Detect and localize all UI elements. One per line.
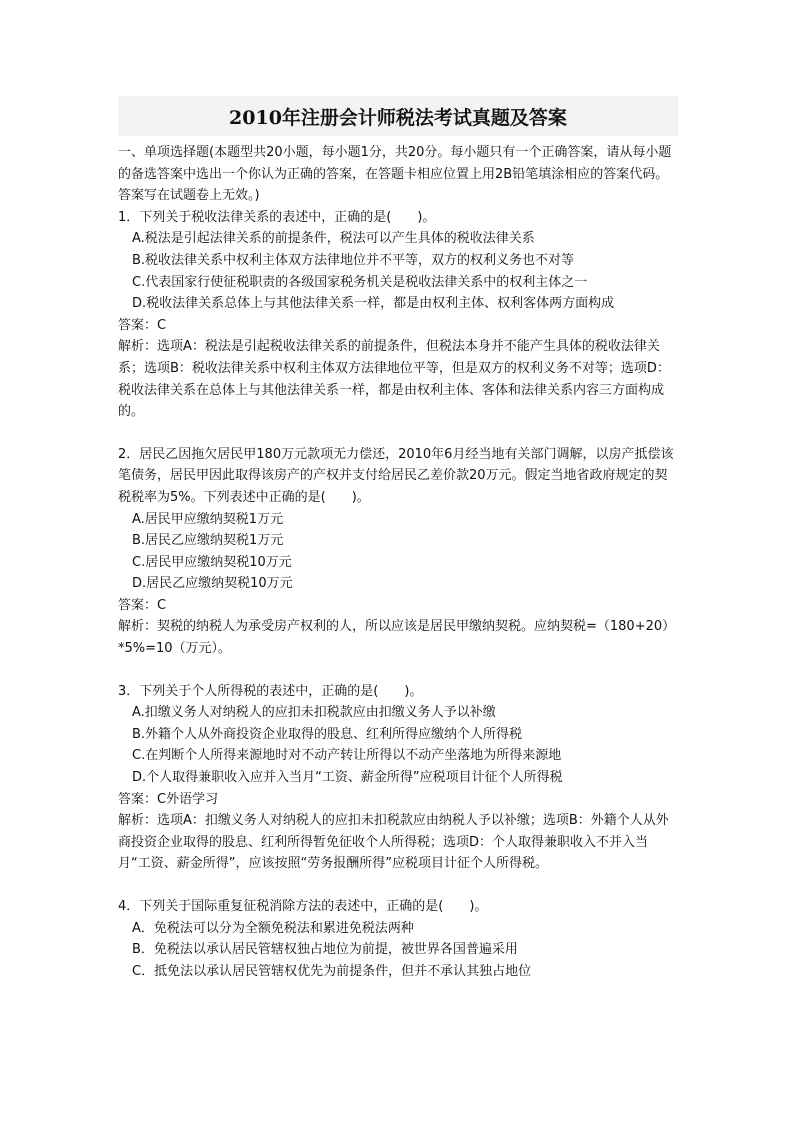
analysis-text: 解析：选项A：扣缴义务人对纳税人的应扣未扣税款应由纳税人予以补缴；选项B：外籍个人从外商投资企业取得的股息、红利所得暂免征收个人所得税；选项D：个人取得兼职收入不并入当月“工资、薪金所得”，应该按照“劳务报酬所得”应税项目计征个人所得税。 [118,813,669,872]
option-c: C．抵免法以承认居民管辖权优先为前提条件，但并不承认其独占地位 [132,963,532,979]
option-d: D.居民乙应缴纳契税10万元 [132,576,293,592]
spacer [118,875,678,896]
option-c: C.代表国家行使征税职责的各级国家税务机关是税收法律关系中的权利主体之一 [132,274,588,290]
question-stem: 1．下列关于税收法律关系的表述中，正确的是( )。 [118,209,436,225]
answer-line: 答案：C [118,317,167,333]
option-c: C.在判断个人所得来源地时对不动产转让所得以不动产坐落地为所得来源地 [132,748,562,764]
spacer [118,423,678,444]
option-b: B.外籍个人从外商投资企业取得的股息、红利所得应缴纳个人所得税 [132,726,523,742]
option-a: A．免税法可以分为全额免税法和累进免税法两种 [132,920,414,936]
option-b: B．免税法以承认居民管辖权独占地位为前提，被世界各国普遍采用 [132,942,518,958]
option-c: C.居民甲应缴纳契税10万元 [132,554,292,570]
analysis-text: 解析：选项A：税法是引起税收法律关系的前提条件，但税法本身并不能产生具体的税收法律关系；选项B：税收法律关系中权利主体双方法律地位平等，但是双方的权利义务不对等；选项D：税收法律关系在总体上与其他法律关系一样，都是由权利主体、客体和法律关系内容三方面构成的。 [118,339,670,420]
document-title: 2010年注册会计师税法考试真题及答案 [229,106,567,129]
option-a: A.居民甲应缴纳契税1万元 [132,511,284,527]
answer-line: 答案：C [118,597,167,613]
analysis-text: 解析：契税的纳税人为承受房产权利的人，所以应该是居民甲缴纳契税。应纳契税=（180+20）*5%=10（万元）。 [118,619,676,657]
question-3 [118,681,678,875]
question-4 [118,896,678,982]
option-a: A.扣缴义务人对纳税人的应扣未扣税款应由扣缴义务人予以补缴 [132,705,496,721]
option-b: B.税收法律关系中权利主体双方法律地位并不平等，双方的权利义务也不对等 [132,252,575,268]
answer-line: 答案：C外语学习 [118,791,219,807]
option-d: D.税收法律关系总体上与其他法律关系一样，都是由权利主体、权利客体两方面构成 [132,296,615,312]
option-d: D.个人取得兼职收入应并入当月“工资、薪金所得”应税项目计征个人所得税 [132,770,563,786]
question-stem: 4．下列关于国际重复征税消除方法的表述中，正确的是( )。 [118,899,488,914]
option-b: B.居民乙应缴纳契税1万元 [132,533,284,549]
question-2 [118,444,678,660]
question-stem: 3．下列关于个人所得税的表述中，正确的是( )。 [118,683,423,699]
spacer [118,660,678,681]
document-page [118,96,678,982]
question-1 [118,207,678,423]
option-a: A.税法是引起法律关系的前提条件，税法可以产生具体的税收法律关系 [132,231,535,247]
title-banner [118,96,678,136]
section-intro: 一、单项选择题(本题型共20小题，每小题1分，共20分。每小题只有一个正确答案，请从每小题的备选答案中选出一个你认为正确的答案，在答题卡相应位置上用2B铅笔填涂相应的答案代码。答案写在试题卷上无效。) [118,145,672,204]
question-stem: 2．居民乙因拖欠居民甲180万元款项无力偿还，2010年6月经当地有关部门调解，以房产抵偿该笔债务，居民甲因此取得该房产的产权并支付给居民乙差价款20万元。假定当地省政府规定的契税税率为5%。下列表述中正确的是( )。 [118,446,674,505]
